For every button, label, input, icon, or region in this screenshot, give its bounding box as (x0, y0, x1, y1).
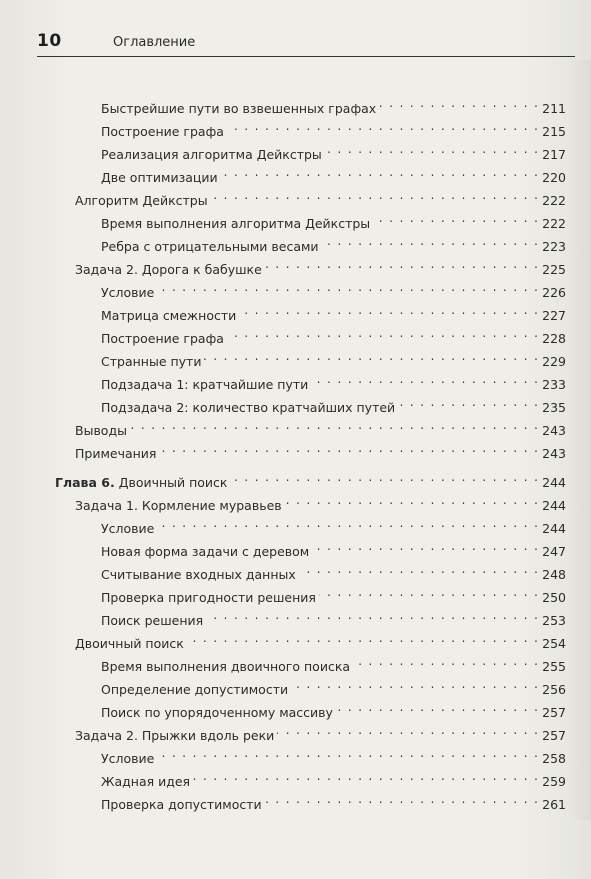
dot-leader (239, 300, 539, 320)
toc-page-number: 226 (542, 285, 566, 300)
toc-entry (0, 369, 591, 392)
toc-page-number: 220 (542, 170, 566, 185)
dot-leader (319, 582, 539, 602)
toc-page-number: 222 (542, 193, 566, 208)
toc-page-number: 257 (542, 705, 566, 720)
toc-entry (0, 651, 591, 674)
toc-page-number: 211 (542, 101, 566, 116)
toc-entry-label: Странные пути (101, 354, 202, 369)
toc-entry (0, 277, 591, 300)
chapter-number: Глава 6. (55, 475, 115, 490)
toc-page-number: 235 (542, 400, 566, 415)
toc-entry (0, 208, 591, 231)
toc-entry-label: Реализация алгоритма Дейкстры (101, 147, 322, 162)
toc-entry (0, 300, 591, 323)
dot-leader (379, 93, 539, 113)
toc-entry (0, 231, 591, 254)
toc-entry-label: Задача 2. Дорога к бабушке (75, 262, 262, 277)
dot-leader (299, 559, 539, 579)
dot-leader (325, 139, 539, 159)
dot-leader (227, 323, 539, 343)
toc-entry-label: Алгоритм Дейкстры (75, 193, 208, 208)
toc-page-number: 217 (542, 147, 566, 162)
toc-page-number: 243 (542, 446, 566, 461)
dot-leader (204, 346, 539, 366)
toc-entry-label: Выводы (75, 423, 127, 438)
dot-leader (312, 536, 539, 556)
dot-leader (336, 697, 539, 717)
toc-entry-label: Условие (101, 751, 155, 766)
chapter-title: Двоичный поиск (118, 475, 228, 490)
dot-leader (227, 116, 539, 136)
toc-entry-label: Считывание входных данных (101, 567, 296, 582)
toc-page-number: 227 (542, 308, 566, 323)
toc-page-number: 255 (542, 659, 566, 674)
toc-entry-label: Матрица смежности (101, 308, 237, 323)
toc-page-number: 244 (542, 475, 566, 490)
toc-entry (0, 139, 591, 162)
toc-entry-label: Поиск по упорядоченному массиву (101, 705, 333, 720)
toc-entry (0, 628, 591, 651)
toc-entry (0, 323, 591, 346)
dot-leader (265, 789, 539, 809)
toc-page-number: 229 (542, 354, 566, 369)
toc-entry-label: Время выполнения алгоритма Дейкстры (101, 216, 371, 231)
dot-leader (230, 467, 539, 487)
toc-entry-label: Проверка пригодности решения (101, 590, 316, 605)
toc-entry-row (75, 438, 566, 464)
dot-leader (277, 720, 539, 740)
toc-entry-label: Определение допустимости (101, 682, 289, 697)
toc-page-number: 250 (542, 590, 566, 605)
toc-page-number: 253 (542, 613, 566, 628)
toc-page-number: 244 (542, 498, 566, 513)
toc-page-number: 261 (542, 797, 566, 812)
toc-entry (0, 93, 591, 116)
dot-leader (322, 231, 540, 251)
toc-entry (0, 697, 591, 720)
dot-leader (398, 392, 539, 412)
toc-page-number: 223 (542, 239, 566, 254)
toc-entry-label: Две оптимизации (101, 170, 218, 185)
toc-entry (0, 720, 591, 743)
toc-page-number: 228 (542, 331, 566, 346)
page-number: 10 (37, 31, 62, 51)
toc-entry-label: Задача 2. Прыжки вдоль реки (75, 728, 275, 743)
toc-entry-label: Время выполнения двоичного поиска (101, 659, 351, 674)
toc-page-number: 243 (542, 423, 566, 438)
toc-entry (0, 162, 591, 185)
dot-leader (291, 674, 539, 694)
toc-page-number: 215 (542, 124, 566, 139)
dot-leader (373, 208, 539, 228)
toc-entry-label: Поиск решения (101, 613, 204, 628)
toc-entry (0, 415, 591, 438)
toc-entry (0, 490, 591, 513)
dot-leader (221, 162, 540, 182)
page-edge-shadow (571, 60, 591, 820)
toc-page-number: 225 (542, 262, 566, 277)
toc-page-number: 257 (542, 728, 566, 743)
toc-entry-label: Жадная идея (101, 774, 191, 789)
toc-entry (0, 536, 591, 559)
toc-entry (0, 766, 591, 789)
toc-page-number: 256 (542, 682, 566, 697)
toc-chapter-entry (0, 467, 591, 490)
toc-page-number: 248 (542, 567, 566, 582)
toc-entry (0, 582, 591, 605)
toc-entry-label: Быстрейшие пути во взвешенных графах (101, 101, 377, 116)
dot-leader (157, 743, 539, 763)
toc-page-number: 259 (542, 774, 566, 789)
dot-leader (157, 513, 539, 533)
toc-page-number: 247 (542, 544, 566, 559)
toc-entry (0, 513, 591, 536)
toc-entry-label: Подзадача 1: кратчайшие пути (101, 377, 309, 392)
dot-leader (187, 628, 539, 648)
toc-entry (0, 605, 591, 628)
toc-entry (0, 674, 591, 697)
toc-page-number: 254 (542, 636, 566, 651)
toc-entry-label: Ребра с отрицательными весами (101, 239, 319, 254)
toc-entry-label: Подзадача 2: количество кратчайших путей (101, 400, 396, 415)
toc-page-number: 233 (542, 377, 566, 392)
toc-entry-label: Построение графа (101, 124, 224, 139)
toc-page-number: 258 (542, 751, 566, 766)
toc-entry-label: Условие (101, 285, 155, 300)
toc-page-number: 244 (542, 521, 566, 536)
dot-leader (353, 651, 539, 671)
toc-entry (0, 254, 591, 277)
toc-entry (0, 743, 591, 766)
toc-entry-row (101, 789, 566, 815)
dot-leader (206, 605, 539, 625)
toc-entry-label: Условие (101, 521, 155, 536)
dot-leader (285, 490, 540, 510)
dot-leader (157, 277, 539, 297)
toc-entry-label: Задача 1. Кормление муравьев (75, 498, 282, 513)
toc-entry-label: Построение графа (101, 331, 224, 346)
dot-leader (130, 415, 539, 435)
toc-entry (0, 392, 591, 415)
toc-entry (0, 438, 591, 461)
toc-entry-label: Примечания (75, 446, 157, 461)
toc-entry (0, 559, 591, 582)
running-head-title: Оглавление (113, 35, 196, 50)
toc-entry (0, 116, 591, 139)
toc-entry (0, 185, 591, 208)
toc-page-number: 222 (542, 216, 566, 231)
dot-leader (211, 185, 540, 205)
dot-leader (311, 369, 539, 389)
toc-entry-label: Двоичный поиск (75, 636, 184, 651)
toc-entry-label: Проверка допустимости (101, 797, 262, 812)
toc-entry-label: Новая форма задачи с деревом (101, 544, 310, 559)
toc-entry (0, 346, 591, 369)
toc-entry (0, 789, 591, 812)
dot-leader (159, 438, 539, 458)
dot-leader (193, 766, 539, 786)
dot-leader (265, 254, 539, 274)
